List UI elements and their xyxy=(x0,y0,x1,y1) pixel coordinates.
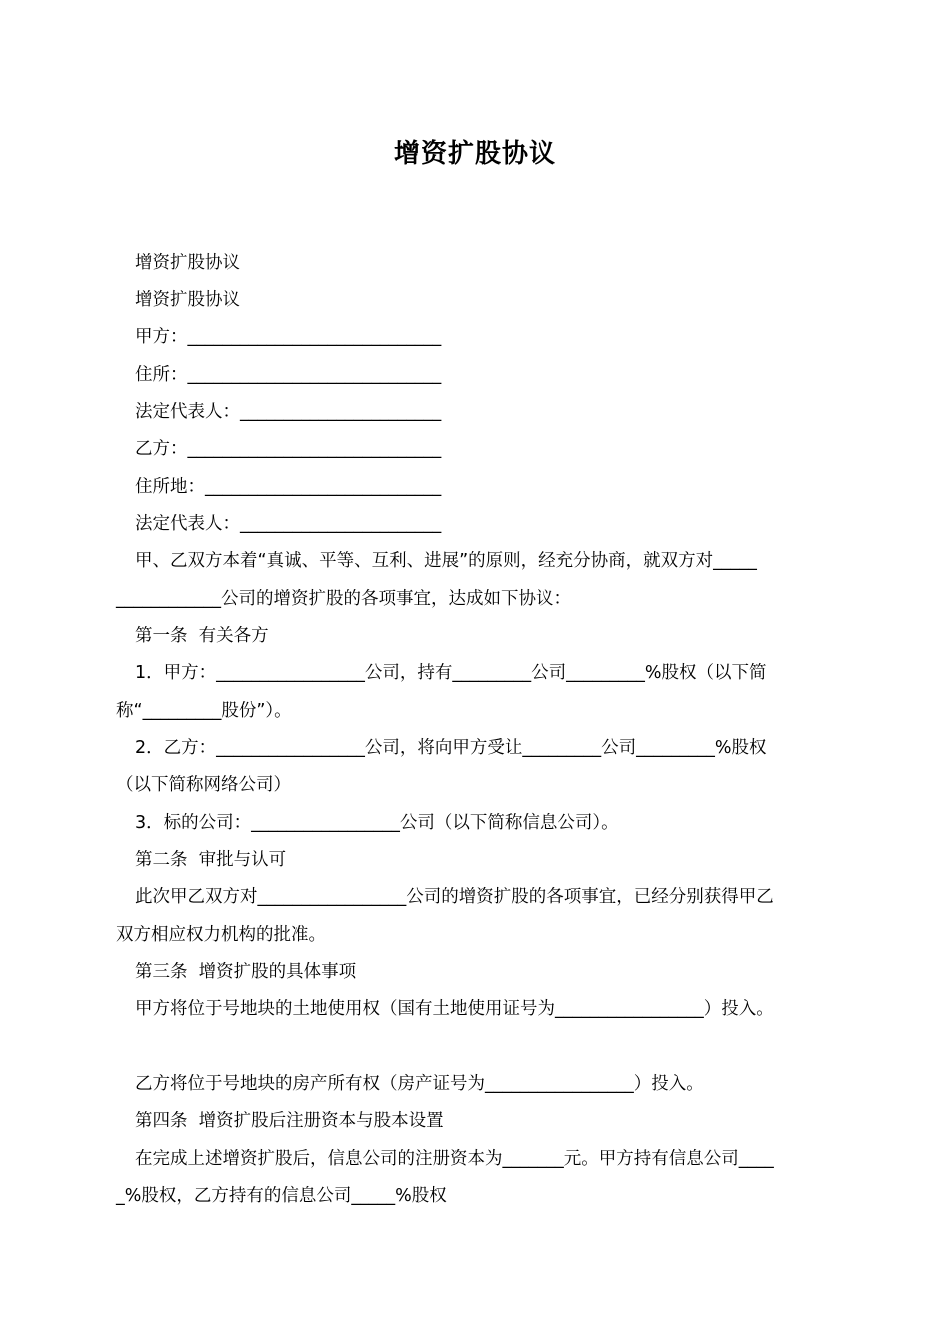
article-1-item-3: 3．标的公司：_________________公司（以下简称信息公司）。 xyxy=(135,813,619,833)
article-2-heading: 第二条 审批与认可 xyxy=(135,850,287,870)
article-4-body-line-2: _%股权，乙方持有的信息公司_____%股权 xyxy=(116,1186,447,1206)
article-1-heading: 第一条 有关各方 xyxy=(135,626,269,646)
article-3-heading: 第三条 增资扩股的具体事项 xyxy=(135,962,357,982)
paragraph-heading-repeat-2: 增资扩股协议 xyxy=(135,290,240,310)
article-3-item-party-b: 乙方将位于号地块的房产所有权（房产证号为_________________）投入。 xyxy=(135,1074,704,1094)
paragraph-heading-repeat-1: 增资扩股协议 xyxy=(135,253,240,273)
article-4-body-line-1: 在完成上述增资扩股后，信息公司的注册资本为_______元。甲方持有信息公司____ xyxy=(135,1149,774,1169)
party-b-address-field: 住所地：___________________________ xyxy=(135,477,442,497)
party-b-field: 乙方：_____________________________ xyxy=(135,439,442,459)
article-2-body-line-2: 双方相应权力机构的批准。 xyxy=(116,925,326,945)
article-2-body-line-1: 此次甲乙双方对_________________公司的增资扩股的各项事宜，已经分别获得甲乙 xyxy=(135,887,774,907)
party-a-address-field: 住所：_____________________________ xyxy=(135,365,442,385)
party-b-representative-field: 法定代表人：_______________________ xyxy=(135,514,442,534)
party-a-representative-field: 法定代表人：_______________________ xyxy=(135,402,442,422)
article-4-heading: 第四条 增资扩股后注册资本与股本设置 xyxy=(135,1111,444,1131)
preamble-line-2: ____________公司的增资扩股的各项事宜，达成如下协议： xyxy=(116,589,571,609)
article-1-item-1-line-2: 称“_________股份”）。 xyxy=(116,701,292,721)
article-1-item-2-line-2: （以下简称网络公司） xyxy=(116,775,291,795)
article-1-item-2-line-1: 2．乙方：_________________公司，将向甲方受让_________公司_________%股权 xyxy=(135,738,767,758)
party-a-field: 甲方：_____________________________ xyxy=(135,327,442,347)
article-3-item-party-a: 甲方将位于号地块的土地使用权（国有土地使用证号为_________________）投入。 xyxy=(135,999,774,1019)
preamble-line-1: 甲、乙双方本着“真诚、平等、互利、进展”的原则，经充分协商，就双方对_____ xyxy=(135,551,757,571)
document-title: 增资扩股协议 xyxy=(393,139,556,169)
article-1-item-1-line-1: 1．甲方：_________________公司，持有_________公司_________%股权（以下简 xyxy=(135,663,767,683)
